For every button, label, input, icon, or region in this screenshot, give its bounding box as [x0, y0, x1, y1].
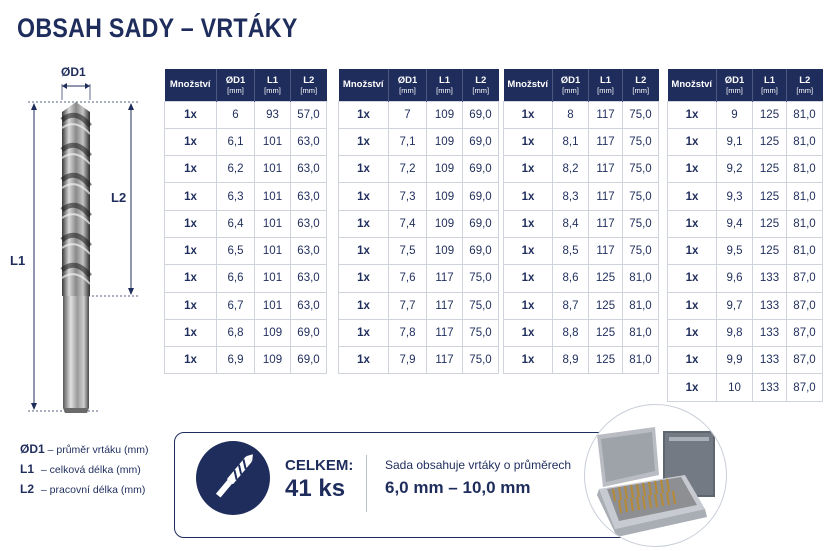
divider — [366, 455, 367, 512]
l1-cell: 117 — [427, 347, 463, 374]
table-row — [165, 292, 327, 319]
range-block — [385, 458, 571, 498]
table-row — [504, 156, 659, 183]
table-row — [165, 319, 327, 346]
header-label: L2 — [799, 74, 811, 86]
l2-label: L2 — [111, 190, 127, 205]
header-unit: [mm] — [632, 85, 650, 95]
header-unit: [mm] — [399, 85, 416, 95]
table-row — [504, 265, 659, 292]
header-label: L1 — [438, 74, 451, 86]
table-row — [668, 265, 823, 292]
table-row — [504, 237, 659, 264]
header-unit: [mm] — [597, 85, 614, 95]
quantity-cell: 1x — [668, 292, 717, 319]
l2-cell: 69,0 — [291, 319, 327, 346]
quantity-cell: 1x — [668, 210, 717, 237]
table-row — [339, 101, 499, 128]
quantity-cell: 1x — [165, 292, 217, 319]
table-row — [504, 319, 659, 346]
header-unit: [mm] — [761, 85, 778, 95]
table-row — [504, 292, 659, 319]
l2-cell: 69,0 — [463, 210, 499, 237]
l1-cell: 125 — [753, 237, 787, 264]
quantity-cell: 1x — [165, 128, 217, 155]
total-block — [285, 457, 353, 503]
l2-cell: 69,0 — [463, 183, 499, 210]
l1-cell: 109 — [427, 237, 463, 264]
l1-cell: 125 — [589, 347, 623, 374]
total-label: CELKEM: — [285, 457, 354, 474]
table-row — [165, 210, 327, 237]
quantity-cell: 1x — [165, 319, 217, 346]
l2-cell: 63,0 — [291, 183, 327, 210]
header-label: L1 — [266, 74, 279, 86]
l2-cell: 75,0 — [463, 265, 499, 292]
quantity-cell: 1x — [668, 347, 717, 374]
d1-cell: 8,8 — [553, 319, 589, 346]
d1-cell: 7,8 — [389, 319, 427, 346]
d1-cell: 8,3 — [553, 183, 589, 210]
header-unit: [mm] — [264, 85, 281, 95]
table-row — [165, 347, 327, 374]
range-value: 6,0 mm – 10,0 mm — [385, 478, 531, 497]
quantity-cell: 1x — [504, 156, 553, 183]
table-row — [339, 156, 499, 183]
header-quantity — [504, 69, 553, 101]
size-table — [503, 69, 659, 374]
header-label: L1 — [763, 74, 776, 86]
header-unit: [mm] — [562, 85, 579, 95]
d1-cell: 10 — [717, 374, 753, 401]
l2-cell: 87,0 — [787, 292, 823, 319]
table-header-row — [339, 69, 499, 101]
d1-cell: 8 — [553, 101, 589, 128]
d1-cell: 8,5 — [553, 237, 589, 264]
header-d1 — [553, 69, 589, 101]
table-row — [504, 183, 659, 210]
table-row — [668, 319, 823, 346]
d1-cell: 6,4 — [217, 210, 255, 237]
table-row — [339, 319, 499, 346]
d1-cell: 8,1 — [553, 128, 589, 155]
l1-cell: 125 — [589, 265, 623, 292]
drill-bit-icon — [196, 441, 270, 515]
table-header-row — [668, 69, 823, 101]
quantity-cell: 1x — [339, 265, 389, 292]
d1-cell: 8,9 — [553, 347, 589, 374]
quantity-cell: 1x — [668, 319, 717, 346]
l2-cell: 63,0 — [291, 210, 327, 237]
table-row — [165, 156, 327, 183]
header-unit: [mm] — [726, 85, 743, 95]
l1-cell: 109 — [427, 210, 463, 237]
l2-cell: 57,0 — [291, 101, 327, 128]
d1-cell: 7,3 — [389, 183, 427, 210]
table-row — [165, 237, 327, 264]
table-row — [668, 374, 823, 401]
l1-label: L1 — [10, 253, 26, 268]
l2-cell: 75,0 — [463, 292, 499, 319]
l1-cell: 101 — [255, 156, 291, 183]
l1-cell: 109 — [427, 183, 463, 210]
l1-cell: 109 — [255, 347, 291, 374]
drill-illustration — [0, 58, 160, 423]
header-quantity — [668, 69, 717, 101]
l1-cell: 133 — [753, 374, 787, 401]
d1-cell: 8,6 — [553, 265, 589, 292]
l1-cell: 101 — [255, 183, 291, 210]
l2-cell: 63,0 — [291, 292, 327, 319]
l2-cell: 63,0 — [291, 237, 327, 264]
l1-cell: 125 — [753, 210, 787, 237]
l1-cell: 133 — [753, 319, 787, 346]
d1-cell: 7,9 — [389, 347, 427, 374]
table-row — [339, 128, 499, 155]
d1-cell: 6 — [217, 101, 255, 128]
d1-cell: 7,1 — [389, 128, 427, 155]
table-row — [339, 292, 499, 319]
header-l2 — [623, 69, 659, 101]
header-l1 — [753, 69, 787, 101]
header-label: Množství — [671, 79, 713, 91]
l1-cell: 125 — [753, 156, 787, 183]
l2-cell: 69,0 — [291, 347, 327, 374]
table-row — [165, 265, 327, 292]
d1-cell: 7,2 — [389, 156, 427, 183]
quantity-cell: 1x — [504, 237, 553, 264]
l1-cell: 117 — [589, 101, 623, 128]
l2-cell: 69,0 — [463, 128, 499, 155]
table-row — [668, 156, 823, 183]
d1-cell: 6,5 — [217, 237, 255, 264]
quantity-cell: 1x — [165, 347, 217, 374]
d1-cell: 7,7 — [389, 292, 427, 319]
d1-cell: 7,4 — [389, 210, 427, 237]
l2-cell: 75,0 — [623, 101, 659, 128]
l2-cell: 81,0 — [623, 319, 659, 346]
table-row — [165, 183, 327, 210]
l1-cell: 109 — [427, 156, 463, 183]
d1-cell: 9,7 — [717, 292, 753, 319]
d1-cell: 7 — [389, 101, 427, 128]
l1-cell: 133 — [753, 292, 787, 319]
quantity-cell: 1x — [339, 347, 389, 374]
quantity-cell: 1x — [668, 156, 717, 183]
header-label: ØD1 — [724, 74, 745, 86]
l2-cell: 87,0 — [787, 319, 823, 346]
l1-cell: 117 — [589, 210, 623, 237]
l1-cell: 117 — [589, 183, 623, 210]
d1-cell: 6,7 — [217, 292, 255, 319]
d1-cell: 6,9 — [217, 347, 255, 374]
table-row — [504, 101, 659, 128]
quantity-cell: 1x — [339, 319, 389, 346]
header-unit: [mm] — [227, 85, 244, 95]
d1-cell: 9,5 — [717, 237, 753, 264]
l2-cell: 81,0 — [787, 101, 823, 128]
l1-cell: 133 — [753, 265, 787, 292]
header-l2 — [787, 69, 823, 101]
table-header-row — [504, 69, 659, 101]
d1-cell: 7,6 — [389, 265, 427, 292]
table-row — [339, 265, 499, 292]
table-row — [339, 237, 499, 264]
l2-cell: 63,0 — [291, 156, 327, 183]
l1-cell: 125 — [753, 101, 787, 128]
d1-cell: 9,2 — [717, 156, 753, 183]
quantity-cell: 1x — [339, 210, 389, 237]
header-label: L2 — [303, 74, 315, 86]
l1-cell: 133 — [753, 347, 787, 374]
l2-cell: 75,0 — [463, 319, 499, 346]
d1-cell: 9,1 — [717, 128, 753, 155]
legend-row — [20, 460, 149, 480]
header-label: Množství — [507, 79, 549, 91]
header-label: Množství — [169, 79, 211, 91]
quantity-cell: 1x — [339, 237, 389, 264]
legend-symbol: ØD1 — [20, 442, 45, 456]
d1-cell: 9,3 — [717, 183, 753, 210]
l2-cell: 75,0 — [623, 156, 659, 183]
header-label: ØD1 — [560, 74, 581, 86]
quantity-cell: 1x — [165, 237, 217, 264]
legend-description: – celková délka (mm) — [40, 464, 141, 476]
quantity-cell: 1x — [339, 183, 389, 210]
header-label: L1 — [599, 74, 612, 86]
legend-description: – průměr vrtáku (mm) — [47, 444, 149, 456]
quantity-cell: 1x — [504, 183, 553, 210]
l2-cell: 81,0 — [787, 156, 823, 183]
l1-cell: 101 — [255, 237, 291, 264]
table-row — [668, 128, 823, 155]
header-unit: [mm] — [796, 85, 814, 95]
d1-cell: 6,8 — [217, 319, 255, 346]
header-l1 — [589, 69, 623, 101]
l2-cell: 81,0 — [787, 128, 823, 155]
total-value: 41 ks — [285, 475, 346, 502]
header-label: L2 — [475, 74, 487, 86]
header-quantity — [339, 69, 389, 101]
legend-symbol: L1 — [20, 462, 35, 476]
table-row — [668, 101, 823, 128]
l2-cell: 75,0 — [623, 183, 659, 210]
d1-cell: 6,2 — [217, 156, 255, 183]
l2-cell: 75,0 — [463, 347, 499, 374]
table-row — [668, 347, 823, 374]
legend-symbol: L2 — [20, 482, 35, 496]
header-l2 — [291, 69, 327, 101]
table-header-row — [165, 69, 327, 101]
l2-cell: 81,0 — [787, 237, 823, 264]
l1-cell: 109 — [255, 319, 291, 346]
quantity-cell: 1x — [504, 128, 553, 155]
header-unit: [mm] — [436, 85, 453, 95]
l1-cell: 117 — [589, 237, 623, 264]
d1-cell: 9,4 — [717, 210, 753, 237]
l1-cell: 101 — [255, 292, 291, 319]
quantity-cell: 1x — [339, 156, 389, 183]
table-row — [339, 347, 499, 374]
table-row — [668, 210, 823, 237]
l2-cell: 81,0 — [787, 210, 823, 237]
table-row — [504, 347, 659, 374]
header-quantity — [165, 69, 217, 101]
l1-cell: 117 — [427, 292, 463, 319]
legend-description: – pracovní délka (mm) — [40, 484, 146, 496]
l2-cell: 63,0 — [291, 265, 327, 292]
header-label: ØD1 — [225, 74, 246, 86]
l1-cell: 101 — [255, 210, 291, 237]
quantity-cell: 1x — [504, 292, 553, 319]
header-unit: [mm] — [472, 85, 490, 95]
quantity-cell: 1x — [668, 128, 717, 155]
l1-cell: 117 — [589, 128, 623, 155]
table-row — [339, 183, 499, 210]
d1-cell: 9 — [717, 101, 753, 128]
quantity-cell: 1x — [668, 101, 717, 128]
l1-cell: 117 — [589, 156, 623, 183]
l2-cell: 75,0 — [623, 237, 659, 264]
table-row — [165, 101, 327, 128]
table-row — [668, 183, 823, 210]
page-title: OBSAH SADY – VRTÁKY — [17, 13, 298, 43]
d1-cell: 7,5 — [389, 237, 427, 264]
d1-cell: 6,3 — [217, 183, 255, 210]
d1-cell: 8,2 — [553, 156, 589, 183]
l2-cell: 87,0 — [787, 265, 823, 292]
quantity-cell: 1x — [339, 128, 389, 155]
range-description: Sada obsahuje vrtáky o průměrech — [385, 458, 572, 472]
l2-cell: 81,0 — [623, 292, 659, 319]
l1-cell: 109 — [427, 128, 463, 155]
header-label: ØD1 — [397, 74, 418, 86]
quantity-cell: 1x — [165, 210, 217, 237]
size-table — [338, 69, 499, 374]
l2-cell: 81,0 — [623, 347, 659, 374]
l2-cell: 81,0 — [623, 265, 659, 292]
table-row — [668, 292, 823, 319]
l1-cell: 125 — [753, 128, 787, 155]
legend-row — [20, 440, 149, 460]
l2-cell: 69,0 — [463, 101, 499, 128]
d1-cell: 9,6 — [717, 265, 753, 292]
l2-cell: 87,0 — [787, 374, 823, 401]
header-d1 — [717, 69, 753, 101]
quantity-cell: 1x — [339, 292, 389, 319]
quantity-cell: 1x — [668, 183, 717, 210]
l1-cell: 125 — [589, 292, 623, 319]
header-l1 — [427, 69, 463, 101]
quantity-cell: 1x — [504, 319, 553, 346]
table-row — [504, 128, 659, 155]
l1-cell: 125 — [589, 319, 623, 346]
header-d1 — [217, 69, 255, 101]
l2-cell: 87,0 — [787, 347, 823, 374]
header-l2 — [463, 69, 499, 101]
d1-label: ØD1 — [61, 65, 86, 79]
l1-cell: 125 — [753, 183, 787, 210]
l1-cell: 117 — [427, 319, 463, 346]
table-row — [339, 210, 499, 237]
header-label: Množství — [342, 79, 384, 91]
d1-cell: 9,8 — [717, 319, 753, 346]
header-l1 — [255, 69, 291, 101]
d1-cell: 9,9 — [717, 347, 753, 374]
l2-cell: 63,0 — [291, 128, 327, 155]
header-unit: [mm] — [300, 85, 318, 95]
legend-row — [20, 480, 149, 500]
l2-cell: 69,0 — [463, 237, 499, 264]
l1-cell: 93 — [255, 101, 291, 128]
quantity-cell: 1x — [165, 265, 217, 292]
d1-cell: 8,4 — [553, 210, 589, 237]
d1-cell: 8,7 — [553, 292, 589, 319]
quantity-cell: 1x — [165, 183, 217, 210]
l1-cell: 117 — [427, 265, 463, 292]
quantity-cell: 1x — [165, 156, 217, 183]
quantity-cell: 1x — [504, 265, 553, 292]
d1-cell: 6,6 — [217, 265, 255, 292]
quantity-cell: 1x — [668, 265, 717, 292]
quantity-cell: 1x — [504, 347, 553, 374]
legend — [20, 440, 149, 500]
product-case-image — [584, 404, 727, 547]
table-row — [165, 128, 327, 155]
quantity-cell: 1x — [668, 237, 717, 264]
l2-cell: 69,0 — [463, 156, 499, 183]
quantity-cell: 1x — [504, 210, 553, 237]
l1-cell: 101 — [255, 128, 291, 155]
size-table — [164, 69, 327, 374]
quantity-cell: 1x — [339, 101, 389, 128]
header-label: L2 — [635, 74, 647, 86]
quantity-cell: 1x — [668, 374, 717, 401]
table-row — [504, 210, 659, 237]
size-table — [667, 69, 823, 402]
l2-cell: 75,0 — [623, 210, 659, 237]
table-row — [668, 237, 823, 264]
header-d1 — [389, 69, 427, 101]
d1-cell: 6,1 — [217, 128, 255, 155]
l2-cell: 81,0 — [787, 183, 823, 210]
quantity-cell: 1x — [165, 101, 217, 128]
l1-cell: 101 — [255, 265, 291, 292]
quantity-cell: 1x — [504, 101, 553, 128]
l1-cell: 109 — [427, 101, 463, 128]
l2-cell: 75,0 — [623, 128, 659, 155]
